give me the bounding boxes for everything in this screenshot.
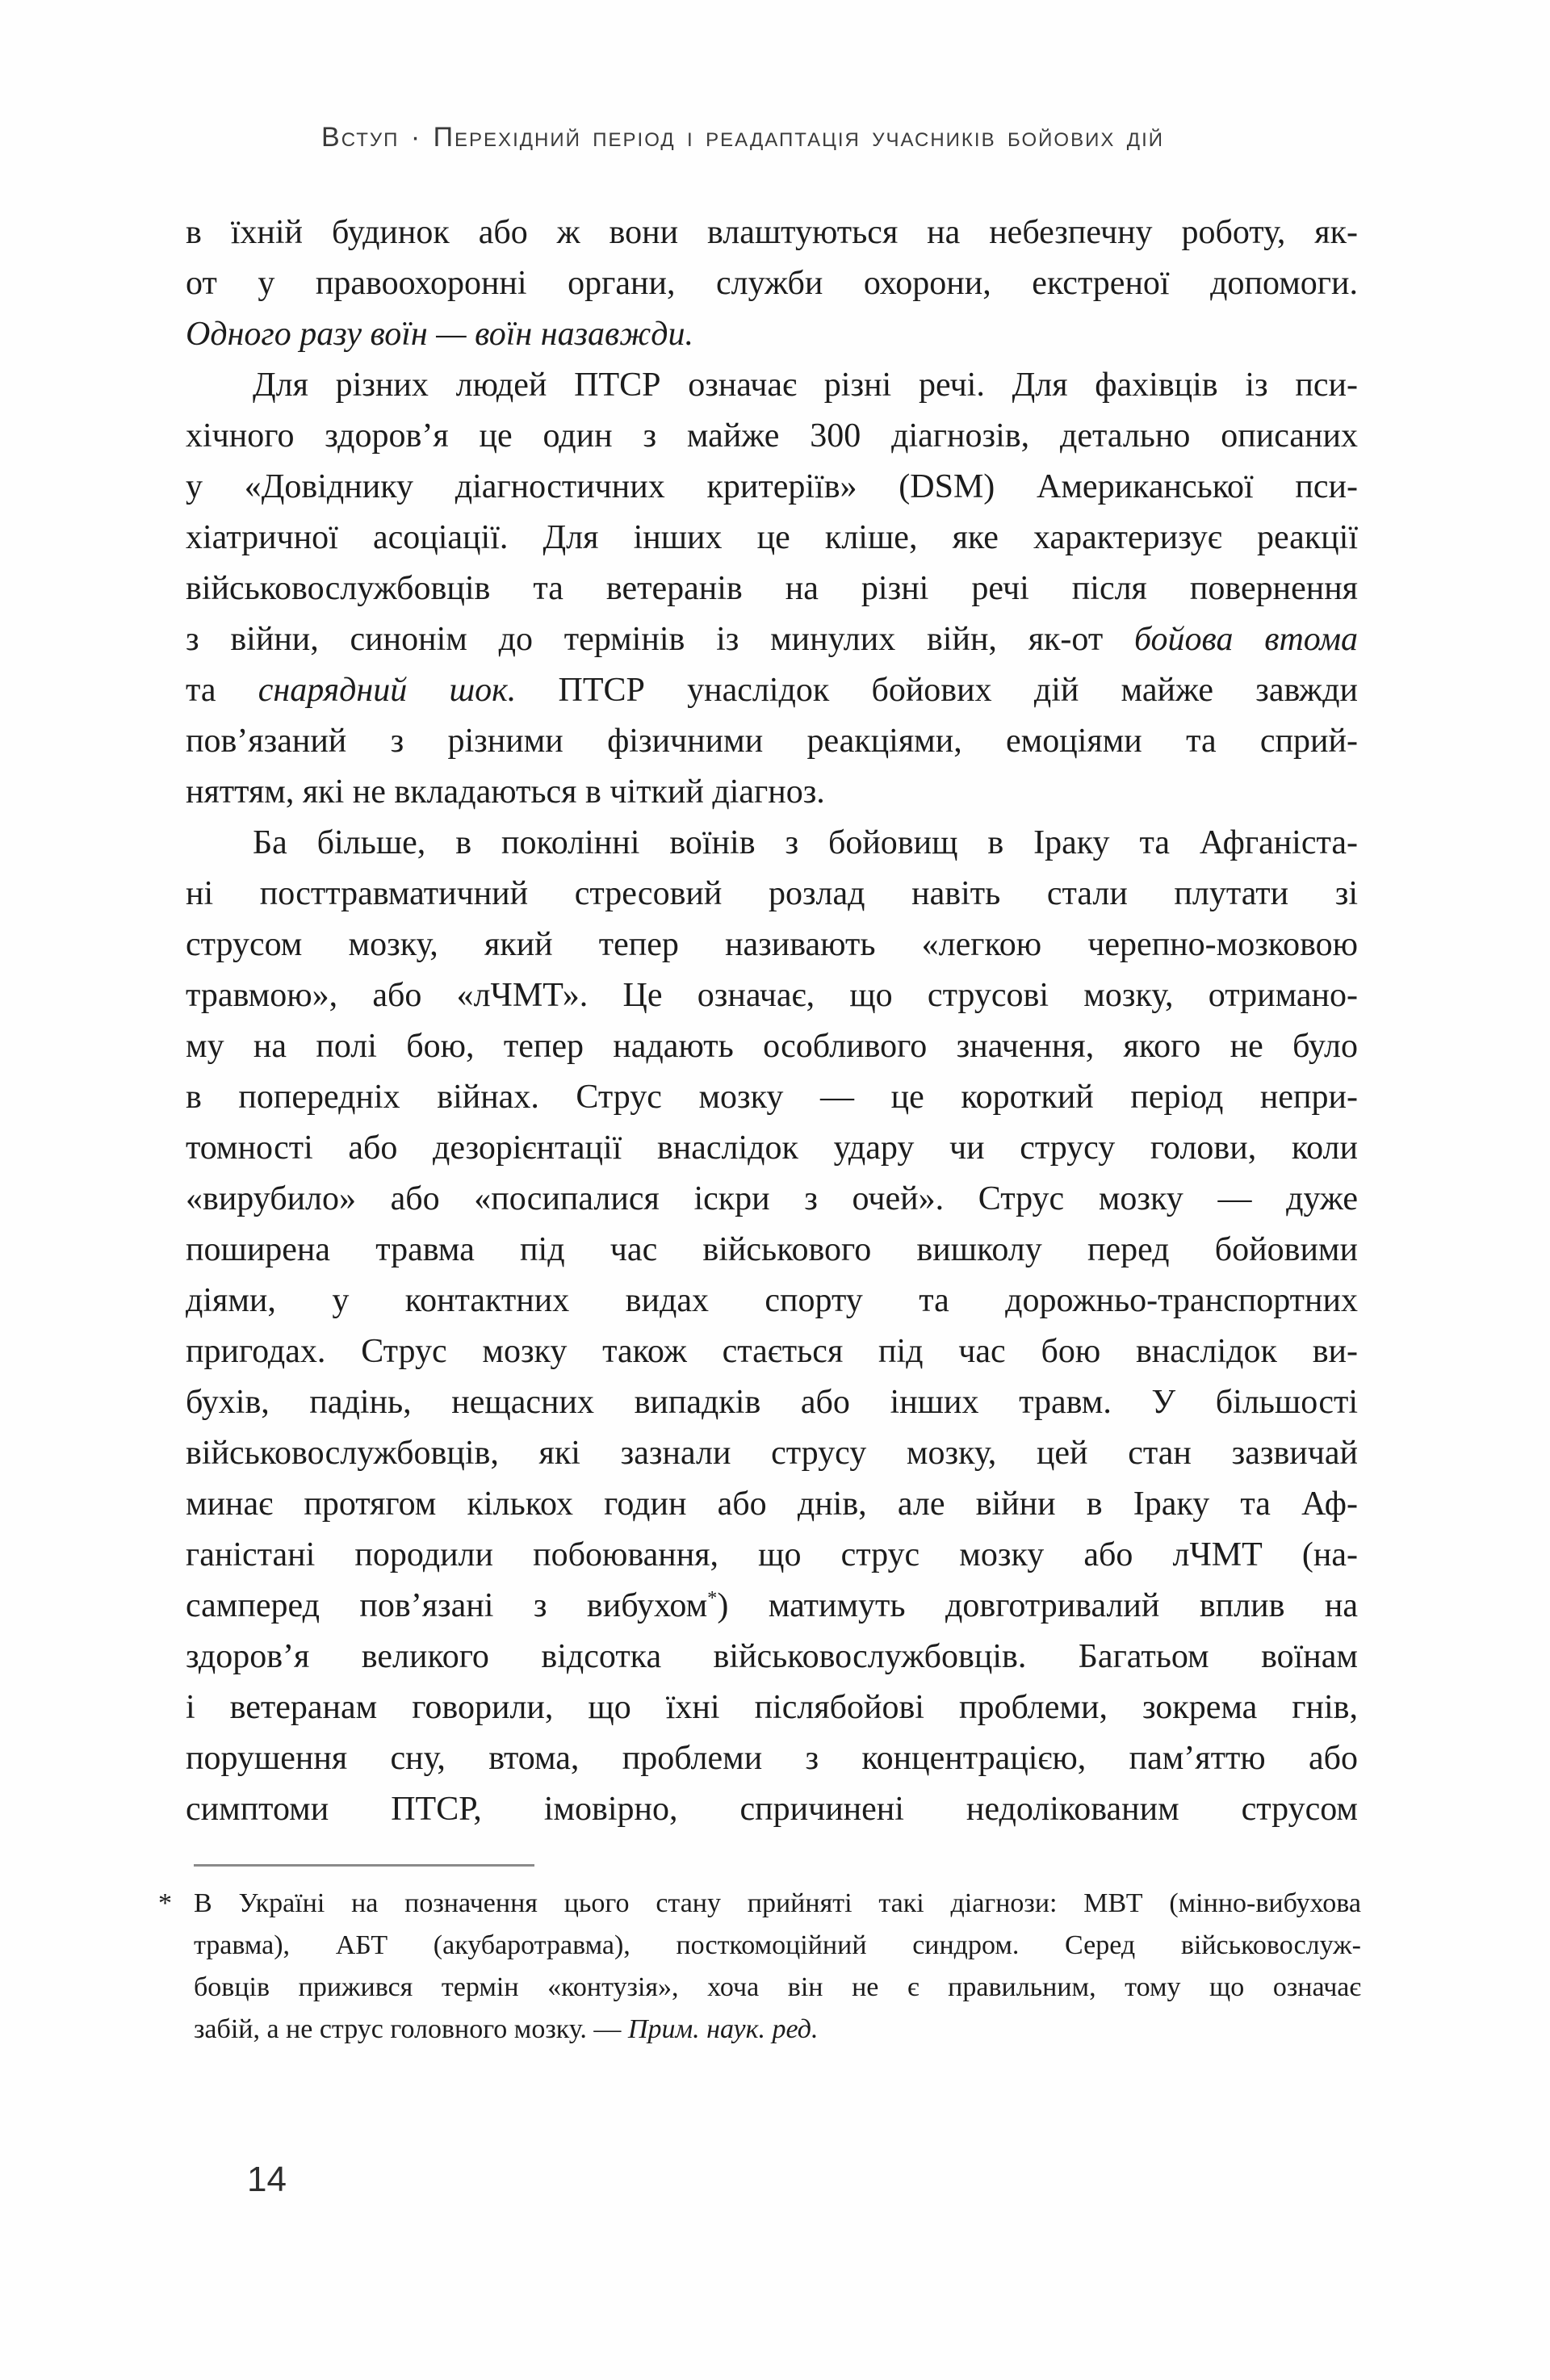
text-line: військовослужбовців, які зазнали струсу мозку, цей стан зазвичай [186,1435,1358,1472]
text-line: хічного здоров’я це один з майже 300 діагнозів, детально описаних [186,417,1358,455]
text-line: пов’язаний з різними фізичними реакціями, емоціями та сприй- [186,723,1358,760]
text-line: в їхній будинок або ж вони влаштуються на небезпечну роботу, як- [186,214,1358,251]
text-line: няттям, які не вкладаються в чіткий діагноз. [186,773,825,811]
text-line: Ба більше, в поколінні воїнів з бойовищ в Іраку та Афганіста- [253,824,1358,861]
text-line: симптоми ПТСР, імовірно, спричинені недолікованим струсом [186,1791,1358,1828]
text-line: травма), АБТ (акубаротравма), посткомоційний синдром. Серед військовослуж- [194,1930,1361,1960]
text-line: самперед пов’язані з вибухом*) матимуть довготривалий вплив на [186,1587,1358,1624]
text-line: ні посттравматичний стресовий розлад навіть стали плутати зі [186,875,1358,912]
footnote-marker: * [158,1888,172,1918]
text-line: порушення сну, втома, проблеми з концентрацією, пам’яттю або [186,1740,1358,1777]
text-line: пригодах. Струс мозку також стається під час бою внаслідок ви- [186,1333,1358,1370]
text-line: ганістані породили побоювання, що струс мозку або лЧМТ (на- [186,1536,1358,1573]
footnote-separator [194,1864,534,1867]
text-line: Одного разу воїн — воїн назавжди. [186,316,694,353]
body-text [186,207,1358,1835]
text-line: поширена травма під час військового вишколу перед бойовими [186,1231,1358,1268]
text-line: «вирубило» або «посипалися іскри з очей». Струс мозку — дуже [186,1180,1358,1217]
text-line: забій, а не струс головного мозку. — Прим. наук. ред. [194,2014,819,2044]
text-line: і ветеранам говорили, що їхні післябойові проблеми, зокрема гнів, [186,1689,1358,1726]
text-line: томності або дезорієнтації внаслідок удару чи струсу голови, коли [186,1129,1358,1167]
text-line: Для різних людей ПТСР означає різні речі. Для фахівців із пси- [253,367,1358,404]
text-line: В Україні на позначення цього стану прийняті такі діагнози: МВТ (мінно-вибухова [194,1888,1361,1918]
footnote [158,1883,1361,2051]
text-line: діями, у контактних видах спорту та дорожньо-транспортних [186,1282,1358,1319]
running-header: Вступ · Перехідний період і реадаптація учасників бойових дій [321,122,1164,153]
text-line: от у правоохоронні органи, служби охорони, екстреної допомоги. [186,265,1358,302]
text-line: бовців прижився термін «контузія», хоча він не є правильним, тому що означає [194,1972,1361,2002]
text-line: у «Довіднику діагностичних критеріїв» (DSM) Американської пси- [186,468,1358,505]
text-line: минає протягом кількох годин або днів, але війни в Іраку та Аф- [186,1485,1358,1523]
text-line: бухів, падінь, нещасних випадків або інших травм. У більшості [186,1384,1358,1421]
text-line: військовослужбовців та ветеранів на різні речі після повернення [186,570,1358,607]
footnote-text [194,1883,1361,2051]
text-line: здоров’я великого відсотка військовослужбовців. Багатьом воїнам [186,1638,1358,1675]
text-line: та снарядний шок. ПТСР унаслідок бойових дій майже завжди [186,672,1358,709]
text-line: струсом мозку, який тепер називають «легкою черепно-мозковою [186,926,1358,963]
text-line: з війни, синонім до термінів із минулих війн, як-от бойова втома [186,621,1359,658]
text-line: травмою», або «лЧМТ». Це означає, що струсові мозку, отримано- [186,977,1358,1014]
text-line: хіатричної асоціації. Для інших це кліше, яке характеризує реакції [186,519,1358,556]
text-line: му на полі бою, тепер надають особливого значення, якого не було [186,1028,1358,1065]
page-number: 14 [247,2160,287,2199]
text-line: в попередніх війнах. Струс мозку — це короткий період непри- [186,1079,1358,1116]
